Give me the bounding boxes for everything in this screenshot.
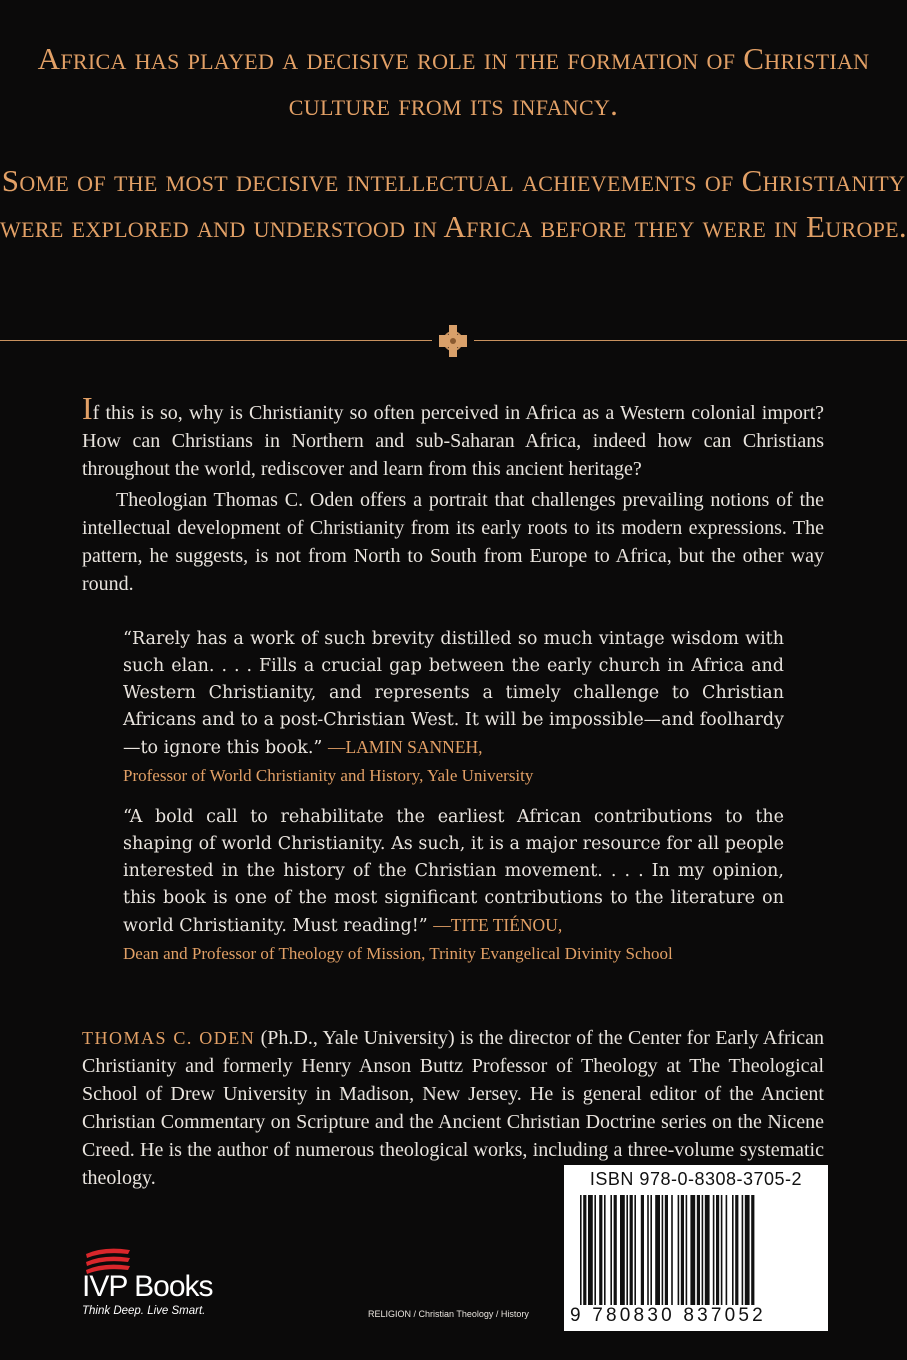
barcode-bar — [599, 1195, 602, 1305]
barcode-bar — [655, 1195, 660, 1305]
barcode-bar — [647, 1195, 649, 1305]
barcode-bar — [705, 1195, 710, 1305]
barcode-bar — [641, 1195, 644, 1305]
barcode — [564, 1165, 828, 1331]
category-label: RELIGION / Christian Theology / History — [368, 1309, 529, 1319]
endorsement-quote — [123, 804, 784, 967]
intro-paragraph — [82, 390, 824, 483]
barcode-bar — [751, 1195, 754, 1305]
quote-text: “A bold call to rehabilitate the earliest African contributions to the shaping of world Christianity. As such, it is a major resource for all people interested in the history of the Christian movement. . . . In my opinion, this book is one of the most significant contributions to the literature on world Christianity. Must reading!” — [123, 807, 784, 936]
barcode-bar — [634, 1195, 636, 1305]
description-paragraph: Theologian Thomas C. Oden offers a portrait that challenges prevailing notions of the intellectual development of Christianity from its early roots to its modern expressions. The pattern, he suggests, is not from North to South from Europe to Africa, but the other way round. — [82, 489, 824, 595]
headline-2: Some of the most decisive intellectual achievements of Christianity were explored and understood in Africa before they were in Europe. — [0, 163, 907, 244]
publisher-name: IVP Books — [82, 1270, 213, 1303]
barcode-bar — [721, 1195, 723, 1305]
drop-cap: I — [82, 390, 93, 426]
quote-author: —LAMIN SANNEH, — [327, 737, 483, 757]
barcode-bar — [678, 1195, 680, 1305]
barcode-bar — [702, 1195, 704, 1305]
divider-right — [474, 340, 907, 341]
quote-author-title: Professor of World Christianity and History, Yale University — [123, 766, 534, 785]
barcode-bar — [626, 1195, 628, 1305]
barcode-bar — [686, 1195, 688, 1305]
barcode-bar — [671, 1195, 673, 1305]
isbn-label: ISBN 978-0-8308-3705-2 — [589, 1169, 803, 1189]
barcode-bar — [713, 1195, 715, 1305]
barcode-bar — [697, 1195, 700, 1305]
quote-author-title: Dean and Professor of Theology of Mission, Trinity Evangelical Divinity School — [123, 944, 673, 963]
quote-author: —TITE TIÉNOU, — [433, 915, 563, 935]
barcode-bar — [594, 1195, 596, 1305]
barcode-bar — [588, 1195, 593, 1305]
headline-1: Africa has played a decisive role in the formation of Christian culture from its infancy. — [37, 41, 870, 122]
barcode-bar — [583, 1195, 586, 1305]
barcode-bar — [620, 1195, 625, 1305]
intro-text: f this is so, why is Christianity so often perceived in Africa as a Western colonial import? How can Christians in Northern and sub-Saharan Africa, indeed how can Christians throughout the world, rediscover and learn from this ancient heritage? — [82, 402, 824, 480]
barcode-bar — [716, 1195, 719, 1305]
barcode-bar — [630, 1195, 633, 1305]
barcode-bar — [604, 1195, 606, 1305]
bio-author-name: THOMAS C. ODEN — [82, 1028, 256, 1048]
celtic-cross-icon — [434, 322, 472, 360]
publisher-tagline: Think Deep. Live Smart. — [82, 1305, 206, 1317]
barcode-bar — [614, 1195, 617, 1305]
barcode-bar — [681, 1195, 684, 1305]
barcode-bar — [745, 1195, 750, 1305]
barcode-bar — [742, 1195, 744, 1305]
endorsement-quote — [123, 626, 784, 789]
barcode-bar — [662, 1195, 664, 1305]
barcode-bars — [580, 1195, 812, 1305]
barcode-bar — [726, 1195, 728, 1305]
barcode-bar — [690, 1195, 695, 1305]
barcode-digits: 9 780830 837052 — [570, 1305, 766, 1326]
bio-text: (Ph.D., Yale University) is the director of the Center for Early African Christianity and formerly Henry Anson Buttz Professor of Theology at The Theological School of Drew University in Madison, New Jersey. He is general editor of the Ancient Christian Commentary on Scripture and the Ancient Christian Doctrine series on the Nicene Creed. He is the author of numerous theological works, including a three-volume systematic theology. — [82, 1027, 824, 1189]
divider-left — [0, 340, 432, 341]
barcode-bar — [580, 1195, 582, 1305]
barcode-bar — [650, 1195, 652, 1305]
barcode-bar — [610, 1195, 612, 1305]
barcode-bar — [665, 1195, 668, 1305]
barcode-bar — [732, 1195, 734, 1305]
barcode-bar — [735, 1195, 738, 1305]
quote-text: “Rarely has a work of such brevity distilled so much vintage wisdom with such elan. . . . Fills a crucial gap between the early church in Africa and Western Christianity, and represents a timely challenge to Christian Africans and to a post-Christian West. It will be impossible—and foolhardy—to ignore this book.” — [123, 629, 784, 758]
